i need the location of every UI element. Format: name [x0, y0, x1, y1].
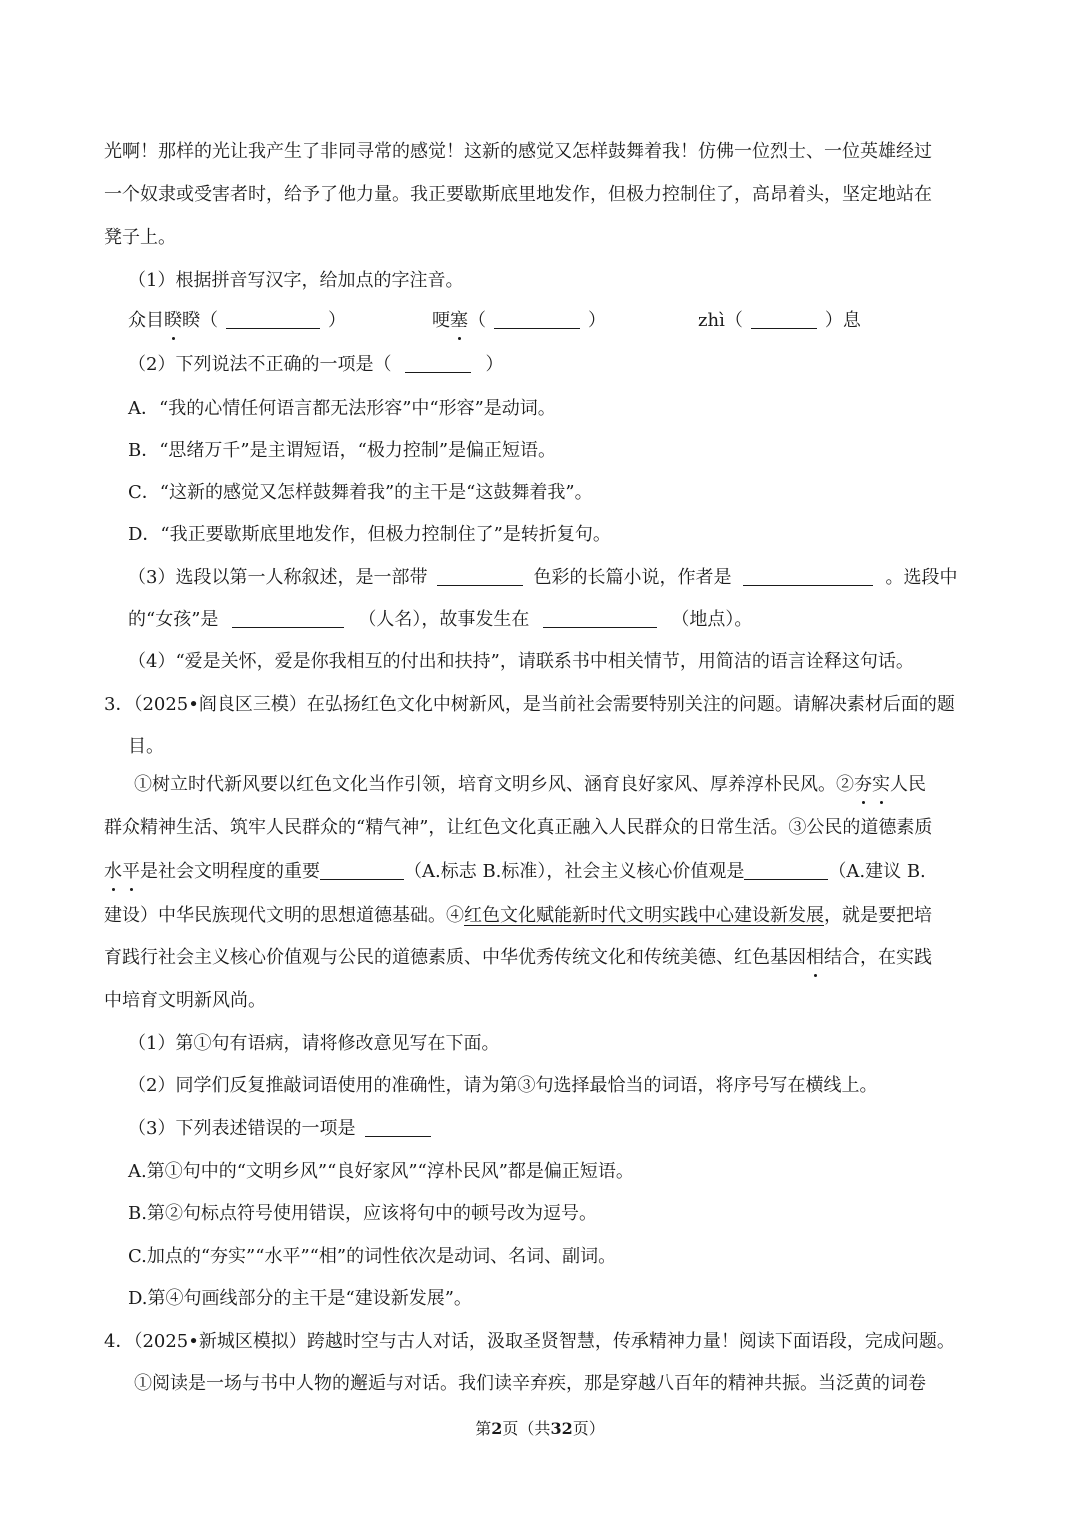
material-text: ，就是要把培: [824, 905, 932, 926]
dotted-char: 夯: [854, 772, 872, 798]
answer-blank[interactable]: [226, 310, 320, 329]
material-text: 人民: [890, 774, 926, 795]
sub-question-3-cont: [128, 607, 752, 633]
sub-question-2: （2）同学们反复推敲词语使用的准确性，请为第③句选择最恰当的词语，将序号写在横线上。: [128, 1075, 878, 1096]
question-3-heading-cont: 目。: [128, 736, 164, 757]
pinyin-item-3: [698, 308, 861, 334]
dotted-char: 水: [104, 859, 122, 885]
question-text: （3）选段以第一人称叙述，是一部带: [128, 567, 428, 588]
option-b: B．“思绪万千”是主谓短语，“极力控制”是偏正短语。: [128, 440, 557, 461]
material-text: 建设）中华民族现代文明的思想道德基础。④: [104, 905, 464, 926]
dotted-char: 平: [122, 859, 140, 885]
option-a: A.第①句中的“文明乡风”“良好家风”“淳朴民风”都是偏正短语。: [128, 1161, 634, 1182]
word-text: 众目: [128, 310, 164, 331]
question-text: 色彩的长篇小说，作者是: [533, 567, 732, 588]
sub-question-1: （1）第①句有语病，请将修改意见写在下面。: [128, 1033, 500, 1054]
material-line: 中培育文明新风尚。: [104, 990, 266, 1011]
sub-question-4: （4）“爱是关怀，爱是你我相互的付出和扶持”，请联系书中相关情节，用简洁的语言诠释这句话。: [128, 651, 914, 672]
material-line: [104, 945, 932, 971]
material-line: ①阅读是一场与书中人物的邂逅与对话。我们读辛弃疾，那是穿越八百年的精神共振。当泛黄的词卷: [134, 1373, 926, 1394]
question-text: （地点）。: [671, 609, 753, 630]
dotted-char: 塞: [450, 308, 468, 334]
passage-line: 光啊！那样的光让我产生了非同寻常的感觉！这新的感觉又怎样鼓舞着我！仿佛一位烈士、一位英雄经过: [104, 141, 932, 162]
footer-text: 页（共: [502, 1419, 551, 1438]
answer-blank[interactable]: [751, 310, 817, 329]
answer-blank[interactable]: [232, 609, 344, 628]
answer-blank[interactable]: [320, 861, 404, 880]
option-c: C.加点的“夯实”“水平”“相”的词性依次是动词、名词、副词。: [128, 1246, 617, 1267]
pinyin-item-1: [128, 308, 346, 334]
total-pages: 32: [550, 1419, 573, 1438]
question-text: 。选段中: [885, 567, 958, 588]
underlined-sentence: 红色文化赋能新时代文明实践中心建设新发展: [464, 905, 824, 926]
material-line: [134, 772, 926, 798]
word-text: ）息: [824, 310, 861, 331]
page-number: 2: [491, 1419, 503, 1438]
material-text: 结合，在实践: [824, 947, 932, 968]
sub-question-2: [128, 352, 503, 378]
question-text: （人名），故事发生在: [358, 609, 530, 630]
passage-line: 凳子上。: [104, 227, 176, 248]
word-text: 哽: [432, 310, 450, 331]
question-text: （2）下列说法不正确的一项是（: [128, 354, 392, 375]
dotted-char: 实: [872, 772, 890, 798]
material-text: 育践行社会主义核心价值观与公民的道德素质、中华优秀传统文化和传统美德、红色基因: [104, 947, 806, 968]
question-text: 的“女孩”是: [128, 609, 219, 630]
answer-blank[interactable]: [437, 567, 523, 586]
option-b: B.第②句标点符号使用错误，应该将句中的顿号改为逗号。: [128, 1203, 597, 1224]
sub-question-3: [128, 565, 957, 591]
footer-text: 第: [475, 1419, 492, 1438]
answer-blank[interactable]: [365, 1118, 431, 1137]
question-4-heading: 4．（2025•新城区模拟）跨越时空与古人对话，汲取圣贤智慧，传承精神力量！阅读下面语段，完成问题。: [104, 1331, 955, 1352]
pinyin-item-2: [432, 308, 606, 334]
question-3-heading: 3．（2025•阎良区三模）在弘扬红色文化中树新风，是当前社会需要特别关注的问题。请解决素材后面的题: [104, 694, 955, 715]
material-text: （A.建议 B.: [828, 861, 926, 882]
question-text: （3）下列表述错误的一项是: [128, 1118, 356, 1139]
word-text: 睽（: [182, 310, 218, 331]
passage-line: 一个奴隶或受害者时，给予了他力量。我正要歇斯底里地发作，但极力控制住了，高昂着头，坚定地站在: [104, 184, 932, 205]
word-text: zhì（: [698, 310, 743, 331]
answer-blank[interactable]: [405, 354, 471, 373]
answer-blank[interactable]: [543, 609, 657, 628]
material-text: 是社会文明程度的重要: [140, 861, 320, 882]
sub-question-1: （1）根据拼音写汉字，给加点的字注音。: [128, 270, 464, 291]
material-text: ①树立时代新风要以红色文化当作引领，培育文明乡风、涵育良好家风、厚养淳朴民风。②: [134, 774, 854, 795]
option-c: C．“这新的感觉又怎样鼓舞着我”的主干是“这鼓舞着我”。: [128, 482, 593, 503]
answer-blank[interactable]: [743, 567, 873, 586]
answer-blank[interactable]: [744, 861, 828, 880]
footer-text: 页）: [572, 1419, 605, 1438]
word-text: （: [468, 310, 486, 331]
material-line: [104, 903, 932, 929]
paren: ）: [588, 310, 606, 331]
answer-blank[interactable]: [494, 310, 580, 329]
dotted-char: 相: [806, 945, 824, 971]
page-footer: [0, 1416, 1080, 1439]
material-text: （A.标志 B.标准），社会主义核心价值观是: [404, 861, 745, 882]
dotted-char: 睽: [164, 308, 182, 334]
material-line: [104, 859, 926, 885]
paren: ）: [328, 310, 346, 331]
material-line: 群众精神生活、筑牢人民群众的“精气神”，让红色文化真正融入人民群众的日常生活。③公民的道德素质: [104, 817, 933, 838]
option-d: D．“我正要歇斯底里地发作，但极力控制住了”是转折复句。: [128, 524, 611, 545]
sub-question-3: [128, 1116, 431, 1142]
option-a: A．“我的心情任何语言都无法形容”中“形容”是动词。: [128, 398, 556, 419]
option-d: D.第④句画线部分的主干是“建设新发展”。: [128, 1288, 472, 1309]
paren: ）: [485, 354, 504, 375]
